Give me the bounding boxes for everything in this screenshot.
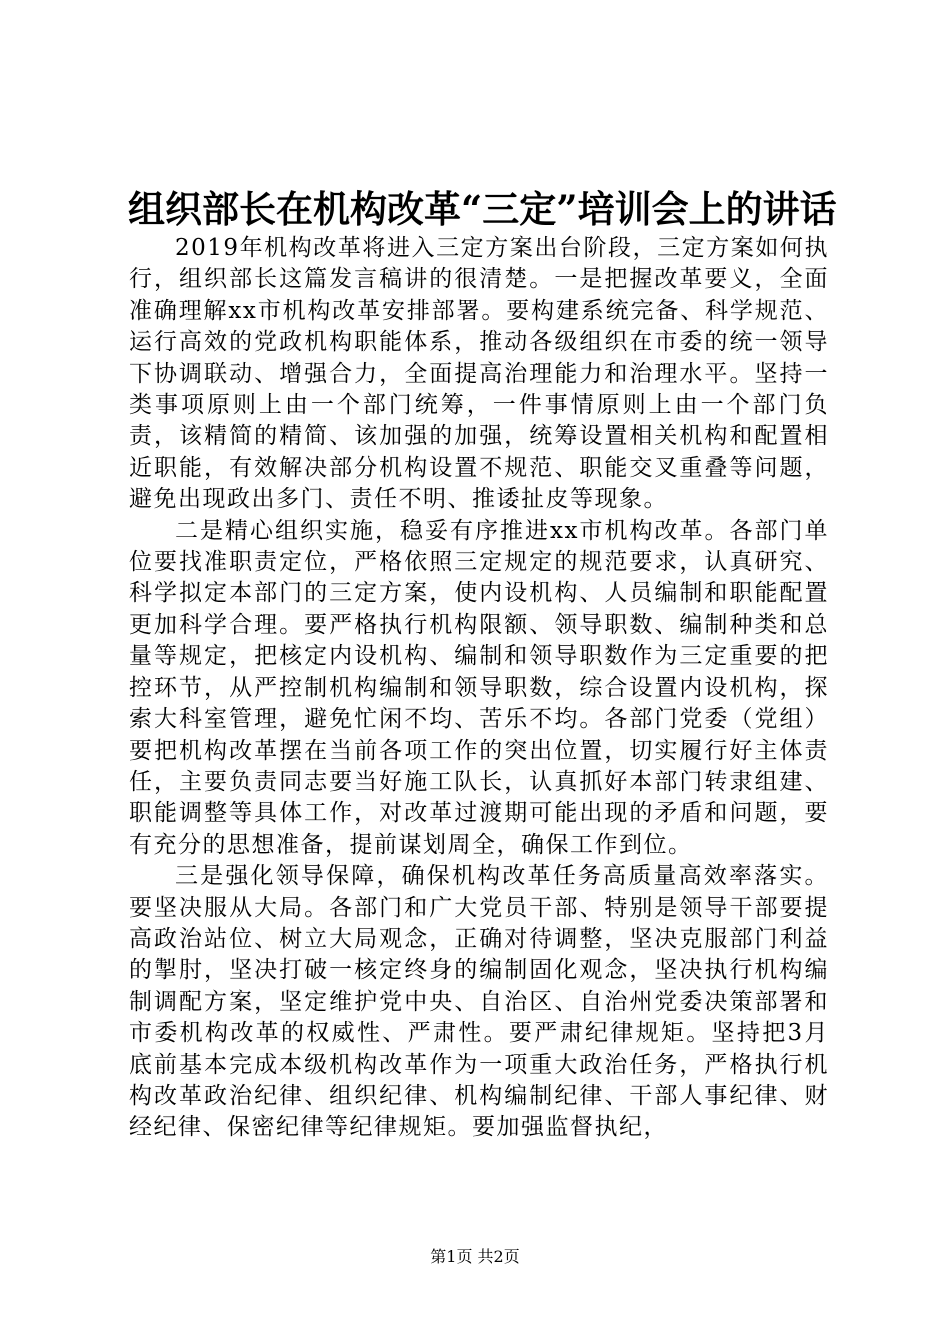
document-title: 组织部长在机构改革“三定”培训会上的讲话 xyxy=(128,187,837,231)
paragraph-3: 三是强化领导保障，确保机构改革任务高质量高效率落实。要坚决服从大局。各部门和广大党员干部、特别是领导干部要提高政治站位、树立大局观念，正确对待调整，坚决克服部门利益的掣肘，坚决打破一核定终身的编制固化观念，坚决执行机构编制调配方案，坚定维护党中央、自治区、自治州党委决策部署和市委机构改革的权威性、严肃性。要严肃纪律规矩。坚持把3月底前基本完成本级机构改革作为一项重大政治任务，严格执行机构改革政治纪律、组织纪律、机构编制纪律、干部人事纪律、财经纪律、保密纪律等纪律规矩。要加强监督执纪， xyxy=(129,863,829,1141)
document-body xyxy=(129,233,829,1144)
paragraph-2: 二是精心组织实施，稳妥有序推进xx市机构改革。各部门单位要找准职责定位，严格依照三定规定的规范要求，认真研究、科学拟定本部门的三定方案，使内设机构、人员编制和职能配置更加科学合理。要严格执行机构限额、领导职数、编制种类和总量等规定，把核定内设机构、编制和领导职数作为三定重要的把控环节，从严控制机构编制和领导职数，综合设置内设机构，探索大科室管理，避免忙闲不均、苦乐不均。各部门党委（党组）要把机构改革摆在当前各项工作的突出位置，切实履行好主体责任，主要负责同志要当好施工队长，认真抓好本部门转隶组建、职能调整等具体工作，对改革过渡期可能出现的矛盾和问题，要有充分的思想准备，提前谋划周全，确保工作到位。 xyxy=(129,517,829,858)
page-number-footer: 第1页 共2页 xyxy=(430,1247,520,1266)
paragraph-1: 2019年机构改革将进入三定方案出台阶段，三定方案如何执行，组织部长这篇发言稿讲的很清楚。一是把握改革要义，全面准确理解xx市机构改革安排部署。要构建系统完备、科学规范、运行高效的党政机构职能体系，推动各级组织在市委的统一领导下协调联动、增强合力，全面提高治理能力和治理水平。坚持一类事项原则上由一个部门统筹，一件事情原则上由一个部门负责，该精简的精简、该加强的加强，统筹设置相关机构和配置相近职能，有效解决部分机构设置不规范、职能交叉重叠等问题，避免出现政出多门、责任不明、推诿扯皮等现象。 xyxy=(129,235,829,513)
